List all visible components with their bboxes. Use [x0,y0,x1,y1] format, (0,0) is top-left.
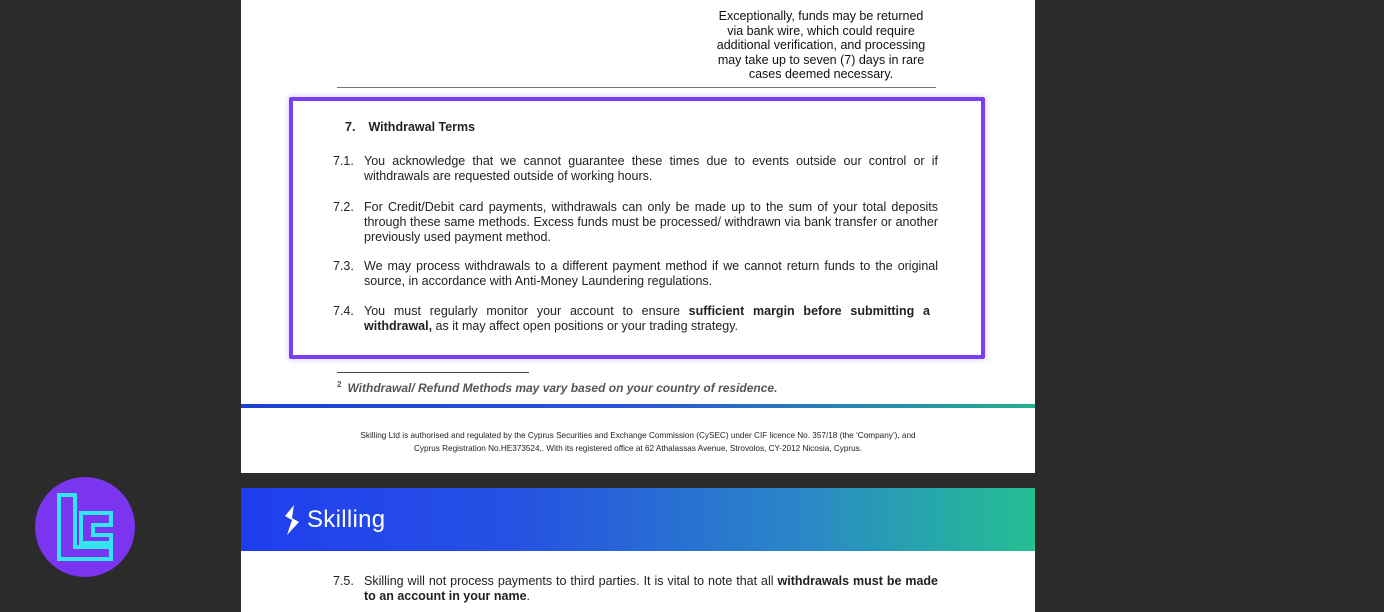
clause-7-3 [333,259,938,289]
clause-text-part: You must regularly monitor your account to ensure [364,304,689,318]
footnote [337,380,777,395]
legal-line-2: Cyprus Registration No.HE373524,. With its registered office at 62 Athalassas Avenue, Strovolos, CY-2012 Nicosia, Cyprus. [413,444,863,453]
table-bottom-rule [337,87,936,88]
skilling-s-icon [283,505,301,535]
tc-logo-icon [35,477,135,577]
clause-7-5 [333,574,938,604]
section-title: Withdrawal Terms [368,120,476,134]
clause-bold-text: withdrawals must be made to an account in your name [364,574,938,603]
clause-text: You acknowledge that we cannot guarantee these times due to events outside our control or if withdrawals are requested outside of working hours. [364,154,938,183]
section-number: 7. [345,120,356,134]
document-page-2 [241,488,1035,612]
document-page-1 [241,0,1035,473]
clause-text-part: . [526,589,531,603]
clause-number: 7.5. [333,574,354,588]
tc-logo-mark [53,491,117,563]
clause-7-4 [333,304,930,334]
clause-text [364,304,930,334]
clause-number: 7.4. [333,304,354,318]
page-header-band [241,488,1035,551]
footer-gradient-bar [241,404,1035,408]
clause-text [364,574,938,604]
clause-text-part: as it may affect open positions or your trading strategy. [432,319,739,333]
brand-name: Skilling [307,506,386,533]
clause-number: 7.3. [333,259,354,273]
brand-logo [283,504,385,536]
legal-footer [241,429,1035,455]
clause-number: 7.1. [333,154,354,168]
legal-line-1: Skilling Ltd is authorised and regulated by the Cyprus Securities and Exchange Commission (CySEC) under CIF licence No. 357/18 (the ‘Company’), and [360,431,916,440]
clause-7-1 [333,154,938,184]
clause-text: We may process withdrawals to a different payment method if we cannot return funds to the original source, in accordance with Anti-Money Laundering regulations. [364,259,938,288]
footnote-text: Withdrawal/ Refund Methods may vary based on your country of residence. [347,381,778,395]
clause-7-2 [333,200,938,245]
section-heading [345,120,475,134]
clause-text: For Credit/Debit card payments, withdrawals can only be made up to the sum of your total deposits through these same methods. Excess funds must be processed/ withdrawn via bank transfer or another previously used payment method. [364,200,938,244]
clause-text-part: Skilling will not process payments to third parties. It is vital to note that all [364,574,778,588]
footnote-marker: 2 [337,380,342,389]
refund-note: Exceptionally, funds may be returned via bank wire, which could require additional verification, and processing may take up to seven (7) days in rare cases deemed necessary. [716,9,926,82]
clause-number: 7.2. [333,200,354,214]
clause-bold-text: sufficient margin before submitting a withdrawal, [364,304,930,333]
footnote-rule [337,372,529,373]
